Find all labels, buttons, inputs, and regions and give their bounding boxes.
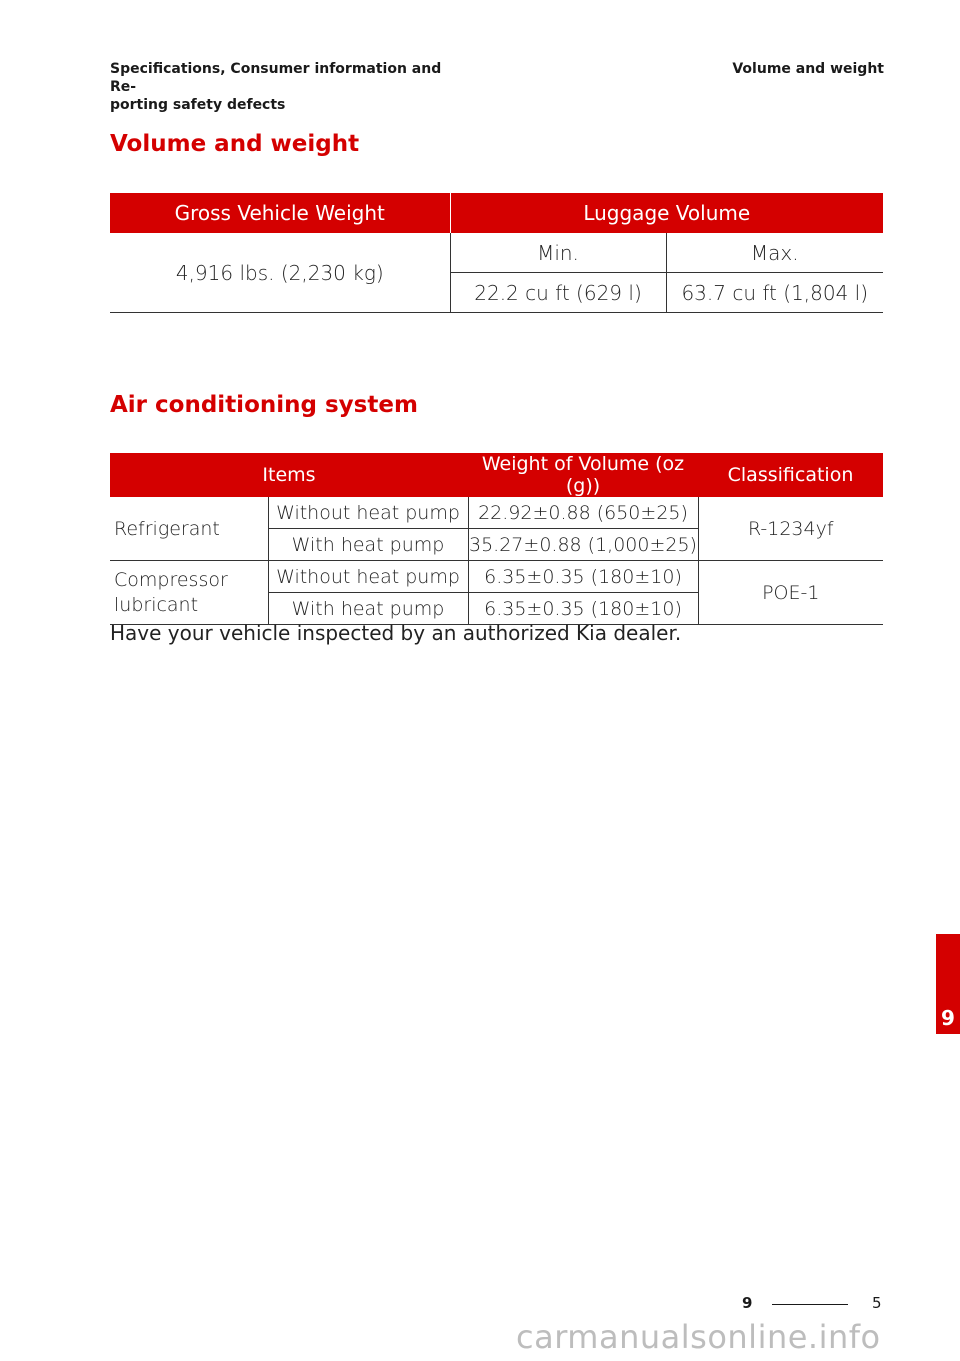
item-refrigerant: Refrigerant [110, 497, 268, 561]
header-classification: Classification [698, 453, 883, 497]
header-items: Items [110, 453, 468, 497]
air-conditioning-table [110, 453, 883, 625]
weight-value: 22.92±0.88 (650±25) [468, 497, 698, 529]
variant-without-heat-pump: Without heat pump [268, 561, 468, 593]
footer-page-number: 5 [872, 1294, 882, 1312]
table-row [110, 497, 883, 529]
luggage-max-value: 63.7 cu ft (1,804 l) [666, 273, 883, 313]
header-luggage-volume: Luggage Volume [450, 193, 883, 233]
dealer-note: Have your vehicle inspected by an authorized Kia dealer. [110, 621, 682, 645]
table-header-row [110, 453, 883, 497]
header-weight-of-volume: Weight of Volume (oz (g)) [468, 453, 698, 497]
footer-divider [772, 1304, 848, 1305]
volume-weight-title: Volume and weight [110, 131, 360, 157]
item-line: Compressor [114, 568, 228, 591]
chapter-side-tab: 9 [936, 934, 960, 1034]
weight-value: 6.35±0.35 (180±10) [468, 561, 698, 593]
running-header-line1: Specifications, Consumer information and Re- [110, 61, 442, 95]
watermark-text: carmanualsonline.info [516, 1318, 881, 1356]
footer-chapter-number: 9 [742, 1294, 753, 1312]
luggage-min-value: 22.2 cu ft (629 l) [450, 273, 666, 313]
table-row [110, 561, 883, 593]
running-header-line2: porting safety defects [110, 97, 286, 113]
classification-value: R-1234yf [698, 497, 883, 561]
luggage-max-label: Max. [666, 233, 883, 273]
running-header-section [110, 60, 460, 114]
running-header-topic: Volume and weight [732, 61, 884, 77]
table-header-row [110, 193, 883, 233]
header-gross-vehicle-weight: Gross Vehicle Weight [110, 193, 450, 233]
item-line: lubricant [114, 593, 199, 616]
classification-value: POE-1 [698, 561, 883, 625]
item-compressor-lubricant [110, 561, 268, 625]
weight-value: 35.27±0.88 (1,000±25) [468, 529, 698, 561]
luggage-min-label: Min. [450, 233, 666, 273]
weight-value: 6.35±0.35 (180±10) [468, 593, 698, 625]
table-row [110, 233, 883, 273]
variant-with-heat-pump: With heat pump [268, 529, 468, 561]
volume-weight-table [110, 193, 883, 313]
variant-without-heat-pump: Without heat pump [268, 497, 468, 529]
air-conditioning-title: Air conditioning system [110, 392, 418, 418]
variant-with-heat-pump: With heat pump [268, 593, 468, 625]
gross-weight-value: 4,916 lbs. (2,230 kg) [110, 233, 450, 313]
